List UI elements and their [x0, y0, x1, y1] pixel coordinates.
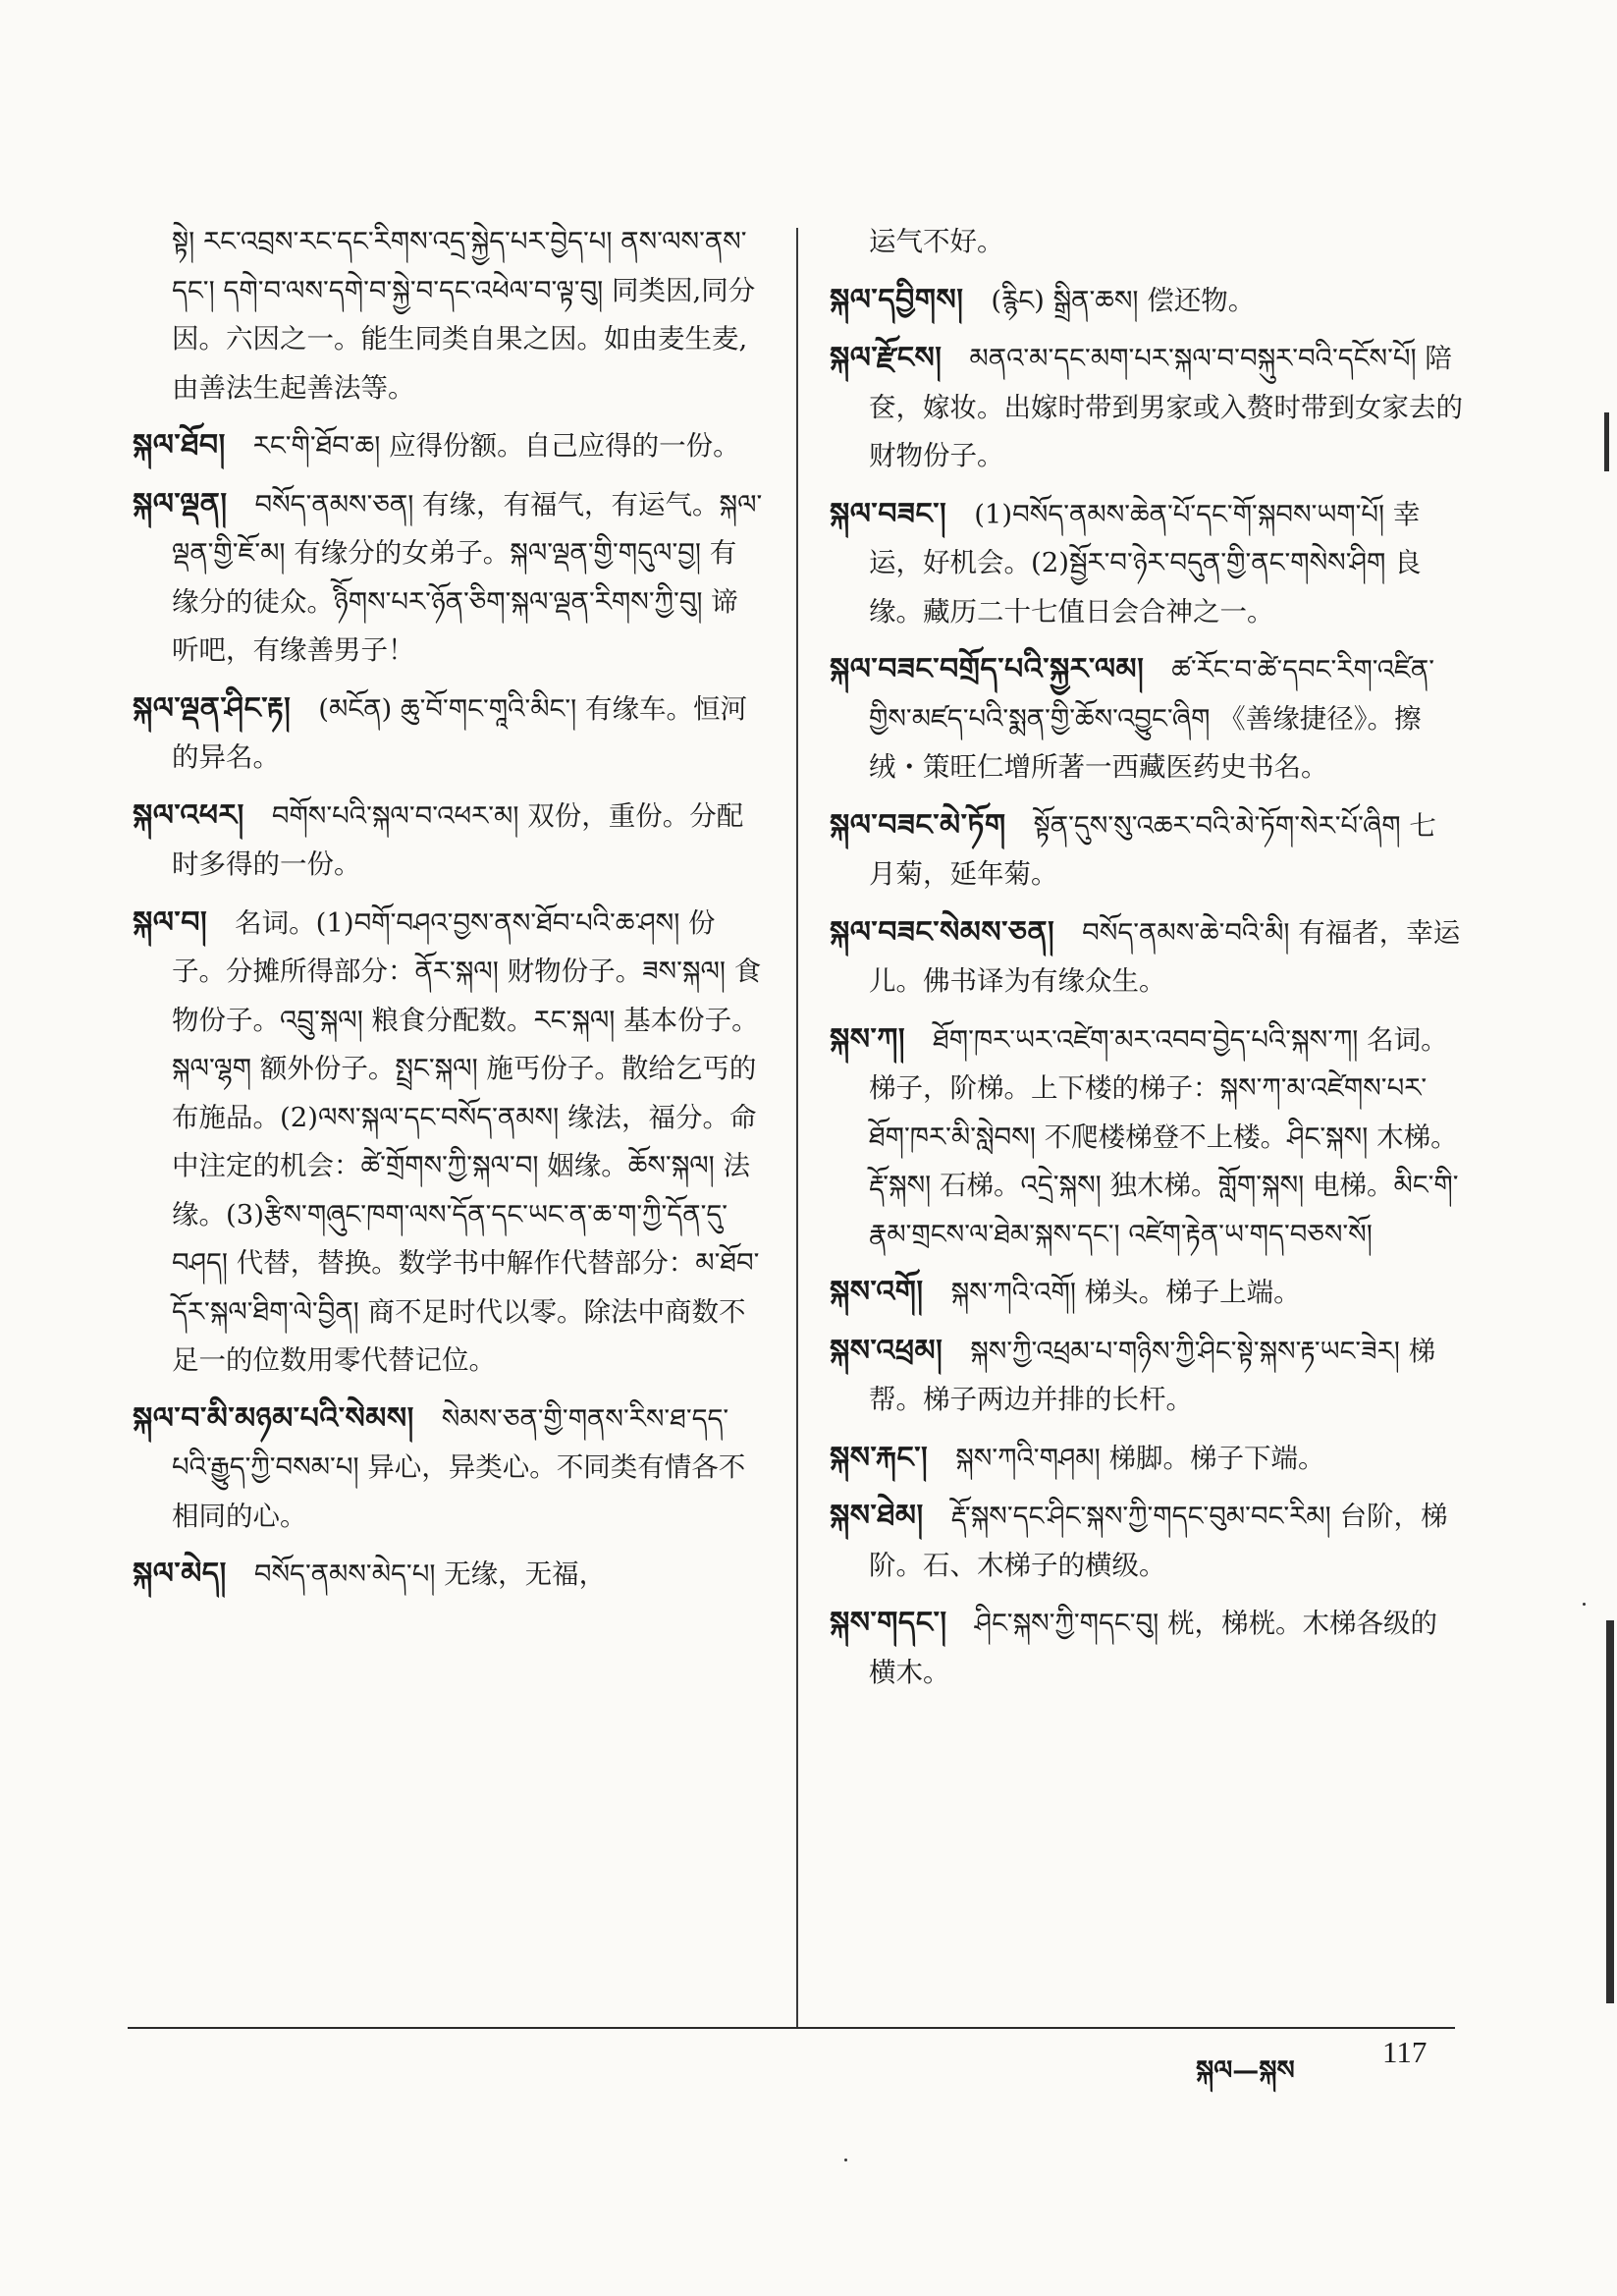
dictionary-entry [133, 1394, 763, 1542]
entry-text: སྟེ། རང་འབྲས་རང་དང་རིགས་འདྲ་སྐྱེད་པར་བྱེད་པ། ནས་ལས་ནས་དང་། དགེ་བ་ལས་དགེ་བ་སྐྱེ་བ་དང་འཕེལ་བ་ལྟ་བུ། 同类因,同分因。六因之一。能生同类自果之因。如由麦生麦,由善法生起善法等。 [172, 226, 756, 404]
entry-text: (མངོན) ཆུ་བོ་གང་གཱའི་མིང་། 有缘车。恒河的异名。 [172, 692, 748, 773]
headword: སྐལ་བ། [133, 904, 208, 940]
right-column [830, 218, 1463, 1706]
entry-text: བགོས་པའི་སྐལ་བ་འཕར་མ། 双份，重份。分配时多得的一份。 [172, 799, 744, 880]
dictionary-entry [830, 490, 1463, 637]
dictionary-entry [133, 421, 763, 471]
scan-edge-mark [1604, 412, 1609, 471]
dictionary-entry [830, 1599, 1463, 1697]
entry-text: ཤིང་སྐས་ཀྱི་གདང་བུ། 桄，梯桄。木梯各级的横木。 [869, 1608, 1438, 1688]
entry-text: (རྙིང) སྒྲིན་ཆས། 偿还物。 [991, 284, 1256, 316]
scan-speck [1583, 1603, 1586, 1606]
dictionary-entry [830, 1015, 1463, 1260]
headword: སྐལ་རྫོངས། [830, 341, 943, 375]
entry-text: སྐས་ཀའི་འགོ། 梯头。梯子上端。 [950, 1277, 1301, 1308]
headword: སྐལ་བཟང་མེ་ཏོག [830, 807, 1006, 843]
headword: སྐས་ཀ། [830, 1021, 906, 1057]
entry-text: སེམས་ཅན་གྱི་གནས་རིས་ཐ་དད་པའི་རྒྱུད་ཀྱི་བསམ་པ། 异心，异类心。不同类有情各不相同的心。 [172, 1402, 746, 1532]
entry-text: སྐས་ཀྱི་འཕྲམ་པ་གཉིས་ཀྱི་ཤིང་སྟེ་སྐས་རྟ་ཡང་ཟེར། 梯帮。梯子两边并排的长杆。 [869, 1335, 1436, 1415]
entry-text: སྐས་ཀའི་གཤམ། 梯脚。梯子下端。 [955, 1442, 1325, 1474]
entry-text: 名词。(1)བགོ་བཤའ་བྱས་ནས་ཐོབ་པའི་ཆ་ཤས། 份子。分摊所得部分：ནོར་སྐལ། 财物份子。ཟས་སྐལ། 食物份子。འབྲུ་སྐལ། 粮食分配数。རང་སྐལ། 基本份子。སྐལ་ལྷག 额外份子。སྤྲང་སྐལ། 施丐份子。散给乞丐的布施品。(2)ལས་སྐལ་དང་བསོད་ནམས། 缘法，福分。命中注定的机会：ཚེ་གྲོགས་ཀྱི་སྐལ་བ། 姻缘。ཆོས་སྐལ། 法缘。(3)རྩིས་གཞུང་ཁག་ལས་དོན་དང་ཡང་ན་ཆ་ག་ཀྱི་དོན་དུ་བཤད། 代替，替换。数学书中解作代替部分：མ་ཐོབ་དོར་སྐལ་ཐིག་ལེ་བྱིན། 商不足时代以零。除法中商数不足一的位数用零代替记位。 [172, 906, 762, 1376]
footer-rule [128, 2027, 1455, 2029]
scan-edge-mark [1606, 1620, 1614, 2003]
entry-text: སྟོན་དུས་སུ་འཆར་བའི་མེ་ཏོག་སེར་པོ་ཞིག 七月菊，延年菊。 [869, 809, 1436, 890]
dictionary-entry [133, 684, 763, 783]
headword: སྐལ་བཟང་། [830, 496, 947, 531]
headword: སྐལ་བཟང་སེམས་ཅན། [830, 914, 1055, 950]
dictionary-entry [133, 899, 763, 1386]
headword: སྐས་འགོ། [830, 1275, 924, 1309]
dictionary-entry [133, 792, 763, 890]
dictionary-entry [830, 334, 1463, 481]
dictionary-entry [830, 1327, 1463, 1425]
headword: སྐལ་ཐོབ། [133, 428, 226, 463]
headword: སྐས་གདང་། [830, 1606, 947, 1640]
entry-text: མནའ་མ་དང་མག་པར་སྐལ་བ་བསྐུར་བའི་དངོས་པོ། 陪奁，嫁妆。出嫁时带到男家或入赘时带到女家去的财物份子。 [869, 343, 1463, 471]
dictionary-entry [830, 645, 1463, 793]
headword: སྐལ་བ་མི་མཉམ་པའི་སེམས། [133, 1400, 414, 1436]
entry-text: ཐོག་ཁར་ཡར་འཛེག་མར་འབབ་བྱེད་པའི་སྐས་ཀ། 名词。梯子，阶梯。上下楼的梯子：སྐས་ཀ་མ་འཛེགས་པར་ཐོག་ཁར་མི་སླེབས། 不爬楼梯登不上楼。ཤིང་སྐས། 木梯。རྡོ་སྐས། 石梯。འདྲེ་སྐས། 独木梯。གློག་སྐས། 电梯。མིང་གི་རྣམ་གྲངས་ལ་ཐེམ་སྐས་དང་། འཛེག་རྟེན་ཡ་གད་བཅས་སོ། [869, 1023, 1459, 1250]
dictionary-entry [133, 480, 763, 676]
entry-text: རྡོ་སྐས་དང་ཤིང་སྐས་ཀྱི་གདང་བུམ་བང་རིམ། 台阶，梯阶。石、木梯子的横级。 [869, 1501, 1448, 1581]
headword: སྐལ་ལྡན་ཤིང་རྟ། [133, 690, 292, 726]
dictionary-entry [830, 276, 1463, 326]
dictionary-entry [133, 1550, 763, 1600]
headword: སྐལ་འཕར། [133, 797, 244, 833]
dictionary-entry [830, 1268, 1463, 1318]
headword: སྐལ་དབྱིགས། [830, 282, 964, 317]
running-head: སྐལ—སྐས [1196, 2055, 1295, 2086]
scan-speck [844, 2159, 847, 2161]
entry-text: བསོད་ནམས་མེད་པ། 无缘，无福， [253, 1558, 607, 1590]
dictionary-entry [830, 801, 1463, 900]
entry-text: 运气不好。 [869, 226, 1004, 257]
dictionary-entry [830, 1434, 1463, 1484]
headword: སྐས་འཕྲམ། [830, 1333, 943, 1368]
entry-text: ཚ་རོང་བ་ཚེ་དབང་རིག་འཛིན་གྱིས་མཛད་པའི་སྨན་གྱི་ཆོས་འབྱུང་ཞིག 《善缘捷径》。擦绒・策旺仁增所著一西藏医药史书名。 [869, 654, 1434, 783]
headword: སྐས་ཐེམ། [830, 1499, 924, 1533]
dictionary-entry [830, 908, 1463, 1007]
entry-text: རང་གི་ཐོབ་ཆ། 应得份额。自己应得的一份。 [252, 430, 740, 462]
left-column [133, 218, 763, 1609]
headword: སྐལ་མེད། [133, 1557, 227, 1591]
dictionary-entry [830, 218, 1463, 267]
headword: སྐལ་བཟང་བགྲོད་པའི་སྐྱར་ལམ། [830, 652, 1145, 686]
dictionary-entry [133, 218, 763, 412]
headword: སྐལ་ལྡན། [133, 486, 228, 521]
headword: སྐས་རྐང་། [830, 1440, 929, 1475]
dictionary-entry [830, 1492, 1463, 1590]
entry-text: (1)བསོད་ནམས་ཆེན་པོ་དང་གོ་སྐབས་ཡག་པོ། 幸运，好机会。(2)སྦྱོར་བ་ཉེར་བདུན་གྱི་ནང་གསེས་ཤིག 良缘。藏历二十七值日会合神之一。 [869, 498, 1422, 628]
entry-text: བསོད་ནམས་ཆེ་བའི་མི། 有福者，幸运儿。佛书译为有缘众生。 [869, 916, 1461, 997]
entry-text: བསོད་ནམས་ཅན། 有缘，有福气，有运气。སྐལ་ལྡན་གྱི་ཇོ་མ། 有缘分的女弟子。སྐལ་ལྡན་གྱི་གདུལ་བྱ། 有缘分的徒众。ཉིོགས་པར་ཉོན་ཅིག་སྐལ་ལྡན་རིགས་ཀྱི་བུ། 谛听吧，有缘善男子！ [172, 488, 763, 666]
column-divider [796, 228, 798, 2027]
page-number: 117 [1382, 2035, 1428, 2069]
